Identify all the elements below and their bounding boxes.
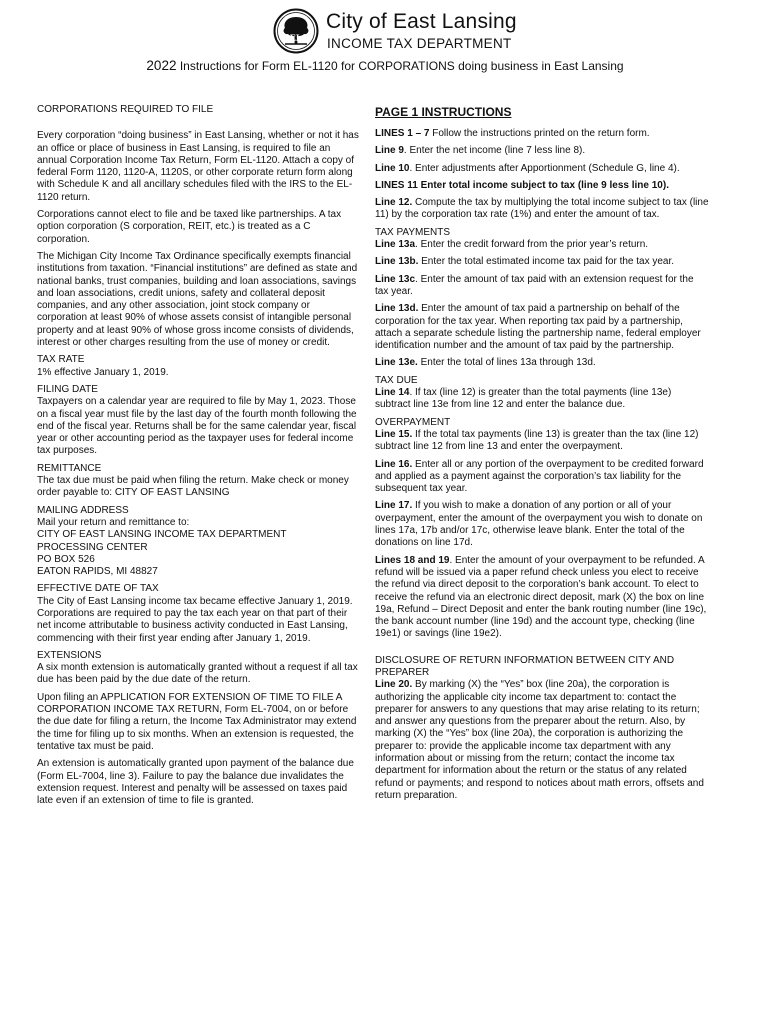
instruction-line-10 xyxy=(375,163,709,175)
instruction-line-16 xyxy=(375,459,709,496)
line-text: Enter the total of lines 13a through 13d. xyxy=(417,357,596,369)
line-label: Line 9 xyxy=(375,145,404,157)
line-label: Line 13b. xyxy=(375,256,419,268)
instruction-lines-1-7 xyxy=(375,128,709,140)
paragraph: order payable to: CITY OF EAST LANSING xyxy=(37,487,230,499)
line-text: . Enter the amount of your overpayment to be refunded. A refund will be issued via a paper refund check unless you elect to receive the refund via direct deposit to the corporation’s bank account. To elect to receive the refund via an electronic direct deposit, mark (X) the box on line 19a, Refund – Direct Deposit and enter the bank routing number (line 19c), the bank account number (line 19d) and the account type, checking (line 19e1) or savings (line 19e2). xyxy=(375,554,707,640)
instruction-line-20 xyxy=(375,679,709,802)
instruction-line-12 xyxy=(375,197,709,222)
line-text: . If tax (line 12) is greater than the total payments (line 13e) subtract line 13e from line 12 and enter the balance due. xyxy=(375,387,672,411)
line-label: Line 15. xyxy=(375,428,413,440)
section-heading: TAX PAYMENTS xyxy=(375,226,451,238)
paragraph: The tax due must be paid when filing the return. Make check or money xyxy=(37,475,349,487)
line-text: Enter the amount of tax paid a partnership on behalf of the corporation for the tax year. When reporting tax paid by a partnership, attach a separate schedule listing the partnership name, federal employer identification number and the amount of tax paid by the partnership. xyxy=(375,303,701,352)
page-instructions-heading: PAGE 1 INSTRUCTIONS xyxy=(375,105,512,119)
line-label: LINES 11 Enter total income subject to tax (line 9 less line 10). xyxy=(375,179,669,191)
line-label: Line 13e. xyxy=(375,357,418,369)
paragraph: A six month extension is automatically granted without a request if all tax due has been paid by the due date of the return. xyxy=(37,662,358,686)
svg-text:EL: EL xyxy=(289,33,303,43)
line-text: Follow the instructions printed on the return form. xyxy=(429,128,650,139)
line-text: Enter all or any portion of the overpayment to be credited forward and applied as a payment against the corporation’s tax liability for the subsequent tax year. xyxy=(375,458,704,495)
section-heading: OVERPAYMENT xyxy=(375,416,451,428)
left-column xyxy=(37,104,362,812)
instruction-line-9 xyxy=(375,145,709,157)
paragraph: Taxpayers on a calendar year are required to file by May 1, 2023. Those on a fiscal year must file by the last day of the fourth month following the end of the fiscal year. Returns shall be for the same calendar year, fiscal year or other accounting period as the taxpayer uses for federal income tax purposes. xyxy=(37,396,357,457)
line-text: If you wish to make a donation of any portion or all of your overpayment, enter the amount of the overpayment you wish to donate on lines 17a, 17b and/or 17c, otherwise leave blank. Enter the total of the donations on line 17d. xyxy=(375,500,703,549)
line-text: Compute the tax by multiplying the total income subject to tax (line 11) by the corporation tax rate (1%) and enter the amount of tax. xyxy=(375,197,709,221)
paragraph: An extension is automatically granted upon payment of the balance due (Form EL-7004, line 3). Failure to pay the balance due invalidates the extension request. Interest and penalty will be assessed on taxes paid late even if an extension of time to file is granted. xyxy=(37,758,354,807)
section-heading: EXTENSIONS xyxy=(37,649,102,661)
instruction-line-13c xyxy=(375,274,709,299)
address-line: EATON RAPIDS, MI 48827 xyxy=(37,566,158,578)
document-header xyxy=(0,6,770,54)
line-text: . Enter the credit forward from the prior year’s return. xyxy=(415,239,649,251)
line-text: . Enter adjustments after Apportionment (Schedule G, line 4). xyxy=(409,162,680,174)
address-line: PROCESSING CENTER xyxy=(37,541,148,553)
section-heading: DISCLOSURE OF RETURN INFORMATION BETWEEN CITY AND PREPARER xyxy=(375,654,675,678)
paragraph: Upon filing an APPLICATION FOR EXTENSION OF TIME TO FILE A CORPORATION INCOME TAX RETURN, Form EL-7004, on or before the due date for filing a return, the Income Tax Administrator may extend the time for filing up to six months. When an extension is requested, the tentative tax must be paid. xyxy=(37,691,357,752)
instruction-line-13a xyxy=(375,239,709,251)
instruction-lines-18-19 xyxy=(375,555,709,641)
department-name: INCOME TAX DEPARTMENT xyxy=(327,36,512,51)
line-label: Line 13d. xyxy=(375,303,419,315)
line-text: By marking (X) the “Yes” box (line 20a), the corporation is authorizing the applicable city income tax department to: contact the preparer for answers to any questions that may arise relating to its return; and answer any questions from the preparer about the return. Also, by marking (X) the “Yes” box (line 20a), the corporation is authorizing the preparer to: provide the applicable income tax department with any information about or missing from the return; contact the income tax department for information about the return or the status of any related refund or payments; and respond to notices about math errors, offsets and return preparation. xyxy=(375,679,704,801)
section-heading: CORPORATIONS REQUIRED TO FILE xyxy=(37,104,214,115)
line-label: Lines 18 and 19 xyxy=(375,554,450,566)
line-label: Line 12. xyxy=(375,197,413,209)
instruction-line-13d xyxy=(375,303,709,352)
instruction-line-15 xyxy=(375,429,709,454)
section-heading: MAILING ADDRESS xyxy=(37,504,129,516)
line-text: Enter the total estimated income tax paid for the tax year. xyxy=(418,256,675,268)
section-heading: TAX DUE xyxy=(375,374,418,386)
paragraph: Every corporation “doing business” in East Lansing, whether or not it has an office or place of business in East Lansing, is required to file an annual Corporation Income Tax Return, Form EL-1120. Attach a copy of federal Form 1120, 1120-A, 1120S, or other corporate return form along with Schedule K and all ancillary schedules filed with the IRS to the EL-1120 return. xyxy=(37,130,359,203)
paragraph: Corporations cannot elect to file and be taxed like partnerships. A tax option corporation (S corporation, REIT, etc.) is treated as a C corporation. xyxy=(37,209,342,245)
address-line: PO BOX 526 xyxy=(37,553,95,565)
line-label: Line 10 xyxy=(375,162,410,174)
section-heading: TAX RATE xyxy=(37,354,85,366)
section-heading: FILING DATE xyxy=(37,383,98,395)
paragraph: 1% effective January 1, 2019. xyxy=(37,366,169,378)
city-name: City of East Lansing xyxy=(326,10,517,33)
paragraph: The City of East Lansing income tax became effective January 1, 2019. Corporations are required to pay the tax each year on that part of their net income attributable to business activity conducted in East Lansing, commencing with their first year ending after January 1, 2019. xyxy=(37,595,353,644)
document-title xyxy=(0,58,770,74)
line-text: . Enter the amount of tax paid with an extension request for the tax year. xyxy=(375,273,694,297)
line-label: Line 20. xyxy=(375,679,413,691)
instruction-line-14 xyxy=(375,387,709,412)
city-seal-logo xyxy=(273,8,319,54)
instruction-line-17 xyxy=(375,500,709,549)
line-label: Line 14 xyxy=(375,387,410,399)
line-label: Line 13c xyxy=(375,273,416,285)
section-heading: EFFECTIVE DATE OF TAX xyxy=(37,583,159,595)
instruction-line-11 xyxy=(375,180,709,192)
instruction-line-13b xyxy=(375,256,709,268)
right-column xyxy=(375,104,709,807)
line-text: . Enter the net income (line 7 less line 8). xyxy=(403,145,586,157)
address-line: Mail your return and remittance to: xyxy=(37,516,190,528)
line-label: Line 17. xyxy=(375,500,413,512)
line-text: If the total tax payments (line 13) is greater than the tax (line 12) subtract line 12 from line 13 and enter the overpayment. xyxy=(375,428,699,453)
line-label: Line 16. xyxy=(375,458,413,470)
line-label: LINES 1 – 7 xyxy=(375,128,430,139)
tax-year: 2022 xyxy=(146,58,177,73)
address-line: CITY OF EAST LANSING INCOME TAX DEPARTMENT xyxy=(37,529,287,541)
section-heading: REMITTANCE xyxy=(37,462,102,474)
title-text: Instructions for Form EL-1120 for CORPORATIONS doing business in East Lansing xyxy=(179,59,624,73)
paragraph: The Michigan City Income Tax Ordinance specifically exempts financial institutions from taxation. “Financial institutions” are defined as state and national banks, trust companies, building and loan associations, savings and loan associations, credit unions, safety and collateral deposit companies, and any other association, joint stock company or corporation at least 90% of whose assets consist of intangible personal property and at least 90% of whose gross income consists of dividends, interest or other charges resulting from the use of money or credit. xyxy=(37,250,358,349)
instruction-line-13e xyxy=(375,357,709,369)
line-label: Line 13a xyxy=(375,239,416,251)
